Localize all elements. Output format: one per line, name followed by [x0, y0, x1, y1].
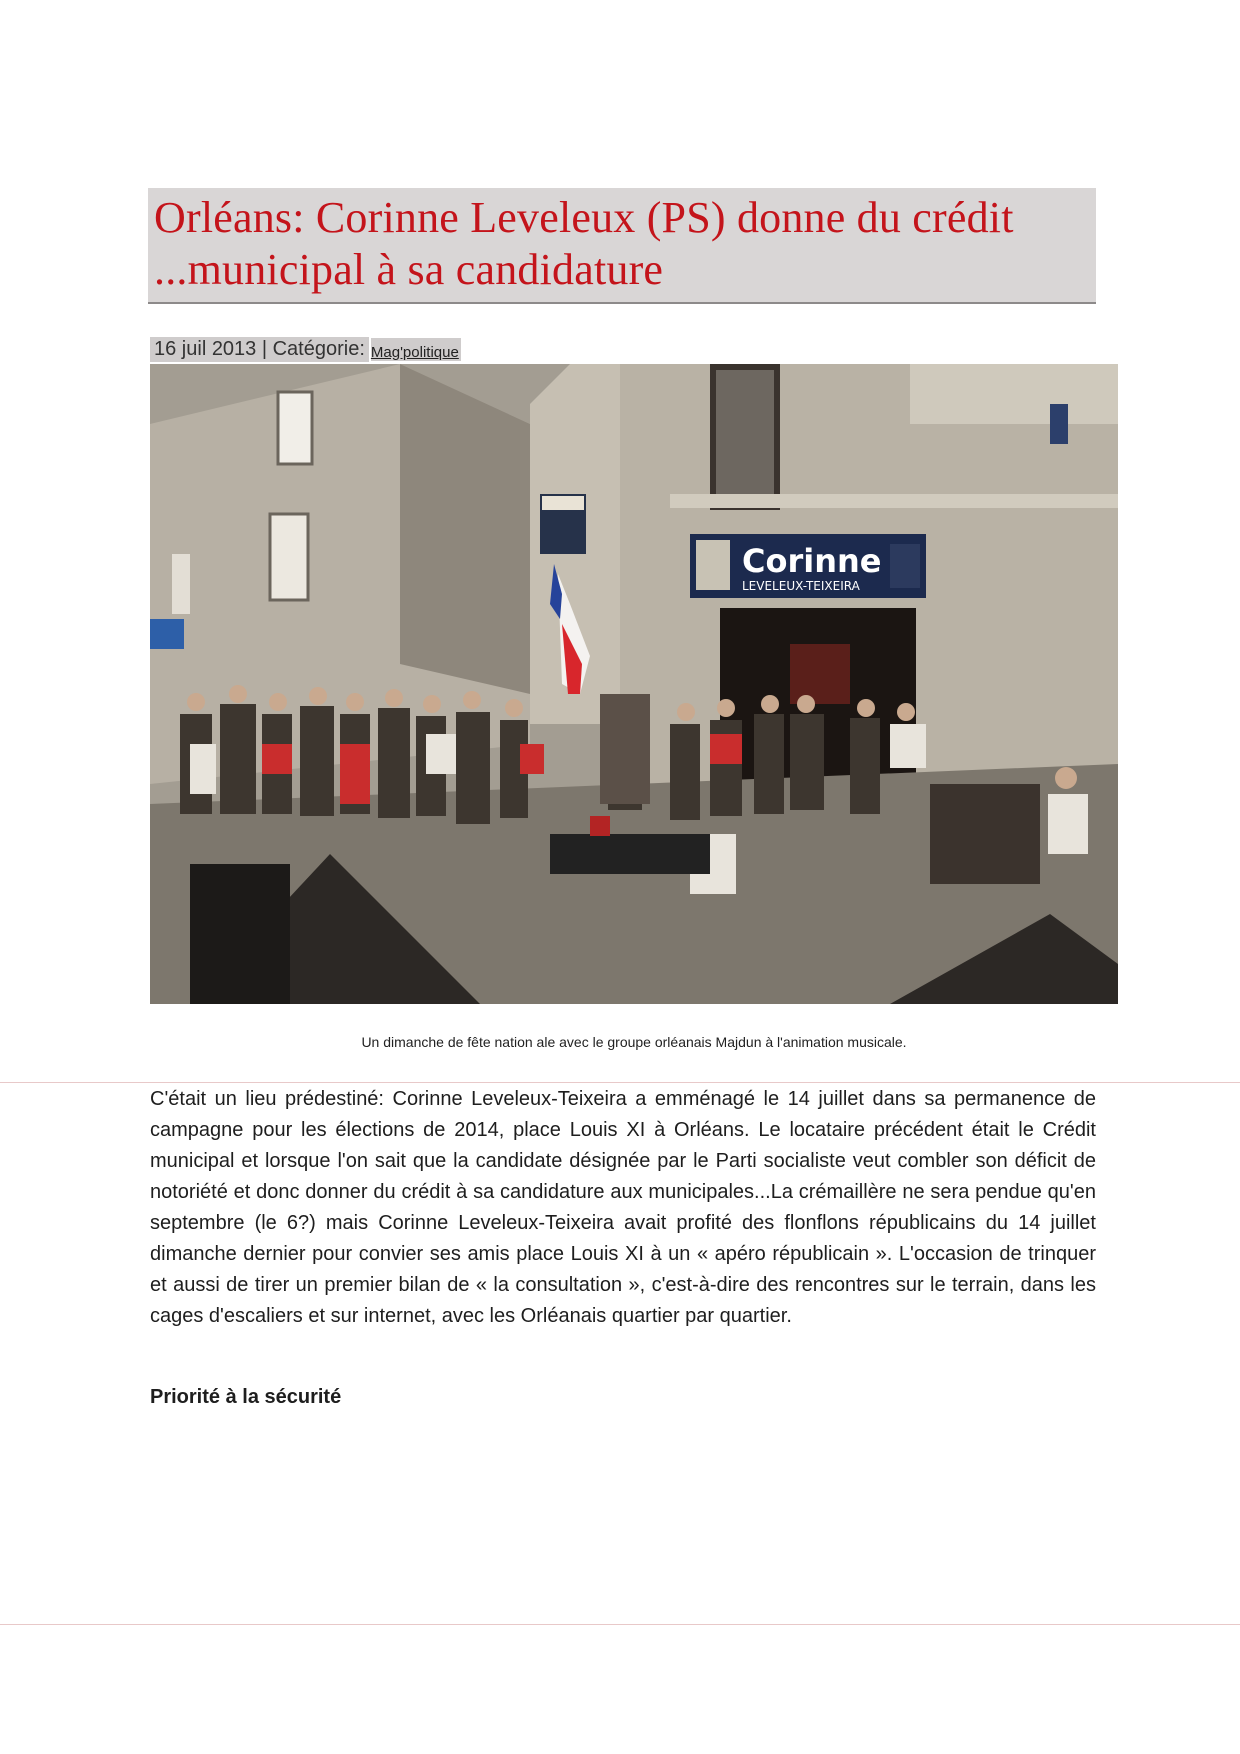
section-subheading: Priorité à la sécurité — [150, 1386, 342, 1408]
article-body — [150, 1084, 1096, 1332]
sign-name: Corinne — [742, 542, 882, 580]
divider — [0, 1624, 1240, 1625]
title-line-1: Orléans: Corinne Leveleux (PS) donne du crédit — [154, 193, 1014, 242]
article-title-block — [148, 188, 1096, 304]
photo-caption: Un dimanche de fête nation ale avec le groupe orléanais Majdun à l'animation musicale. — [361, 1034, 907, 1050]
sign-surname: LEVELEUX-TEIXEIRA — [742, 579, 860, 593]
body-paragraph: C'était un lieu prédestiné: Corinne Leveleux-Teixeira a emménagé le 14 juillet dans sa permanence de campagne pour les élections de 2014, place Louis XI à Orléans. Le locataire précédent était le Crédit municipal et lorsque l'on sait que la candidate désignée par le Parti socialiste veut combler son déficit de notoriété et donc donner du crédit à sa candidature aux municipales...La crémaillère ne sera pendue qu'en septembre (le 6?) mais Corinne Leveleux-Teixeira avait profité des flonflons républicains du 14 juillet dimanche dernier pour convier ses amis place Louis XI à un « apéro républicain ». L'occasion de trinquer et aussi de tirer un premier bilan de « la consultation », c'est-à-dire des rencontres sur le terrain, dans les cages d'escaliers et sur internet, avec les Orléanais quartier par quartier. — [150, 1088, 1096, 1327]
street-scene-illustration — [150, 364, 1118, 1004]
divider — [0, 1082, 1240, 1083]
category-link[interactable]: Mag'politique — [371, 338, 461, 361]
article-photo — [150, 364, 1118, 1004]
date-category: 16 juil 2013 | Catégorie: — [150, 337, 369, 362]
article-title — [154, 192, 1090, 296]
title-line-2: ...municipal à sa candidature — [154, 245, 664, 294]
article-meta — [150, 336, 461, 362]
